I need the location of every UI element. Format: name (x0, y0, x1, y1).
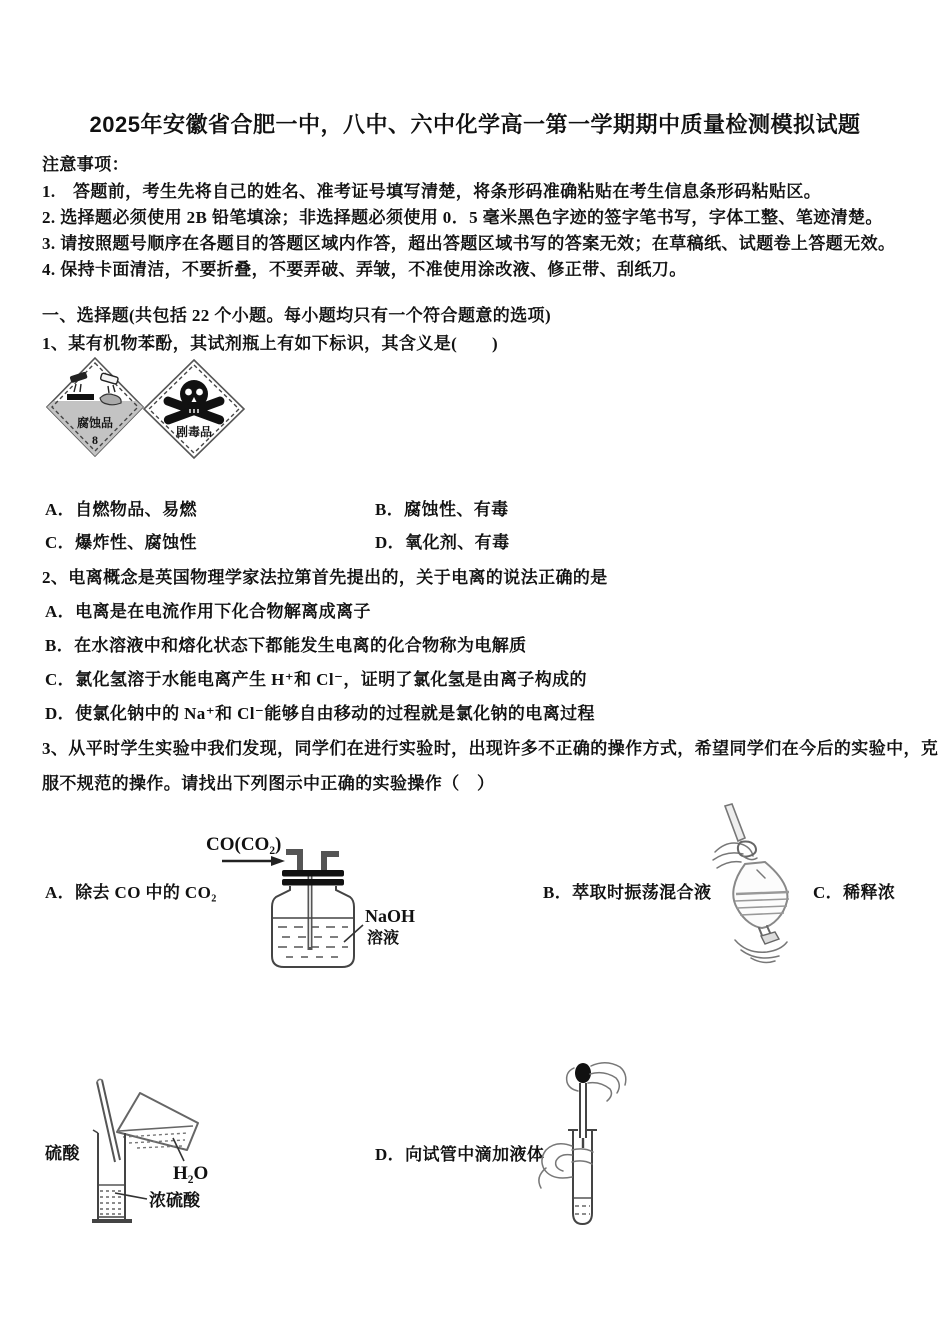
q2-option-c: C．氯化氢溶于水能电离产生 H⁺和 Cl⁻，证明了氯化氢是由离子构成的 (45, 670, 587, 689)
corrosive-class-number: 8 (92, 433, 98, 447)
q3-option-d: D．向试管中滴加液体 (375, 1145, 545, 1164)
notice-item-1: 1. 答题前，考生先将自己的姓名、准考证号填写清楚，将条形码准确粘贴在考生信息条形码粘贴区。 (42, 182, 822, 201)
naoh-label: NaOH (365, 906, 416, 926)
q3-option-c-line2: 硫酸 (45, 1144, 80, 1163)
toxic-hazard-icon (142, 358, 246, 460)
q1-option-d: D．氧化剂、有毒 (375, 533, 510, 552)
notice-item-4: 4. 保持卡面清洁，不要折叠，不要弄破、弄皱，不准使用涂改液、修正带、刮纸刀。 (42, 260, 687, 279)
q3-option-a: A．除去 CO 中的 CO₂ (45, 883, 217, 902)
notice-item-2: 2. 选择题必须使用 2B 铅笔填涂；非选择题必须使用 0．5 毫米黑色字迹的签字笔书写，字体工整、笔迹清楚。 (42, 208, 883, 227)
gas-inlet-label: CO(CO₂) (206, 834, 282, 855)
dropper-test-tube-figure (528, 1058, 643, 1233)
acid-dilution-figure (85, 1066, 260, 1231)
conc-acid-label: 浓硫酸 (149, 1191, 200, 1210)
q1-option-a: A．自燃物品、易燃 (45, 500, 197, 519)
water-label: H₂O (173, 1163, 209, 1184)
toxic-label-text: 剧毒品 (175, 425, 213, 439)
notice-item-3: 3. 请按照题号顺序在各题目的答题区域内作答，超出答题区域书写的答案无效；在草稿纸、试题卷上答题无效。 (42, 234, 896, 253)
q1-option-c: C．爆炸性、腐蚀性 (45, 533, 197, 552)
solution-label: 溶液 (367, 930, 400, 947)
q2-option-d: D．使氯化钠中的 Na⁺和 Cl⁻能够自由移动的过程就是氯化钠的电离过程 (45, 704, 595, 723)
q2-stem: 2、电离概念是英国物理学家法拉第首先提出的，关于电离的说法正确的是 (42, 568, 608, 587)
q3-option-c-line1: C．稀释浓 (813, 883, 896, 902)
notice-heading: 注意事项： (42, 155, 129, 174)
gas-washing-bottle-figure (198, 826, 423, 976)
corrosive-label-text: 腐蚀品 (76, 416, 114, 430)
q3-option-b: B．萃取时振荡混合液 (543, 883, 712, 902)
q2-option-a: A．电离是在电流作用下化合物解离成离子 (45, 602, 371, 621)
page-title: 2025年安徽省合肥一中，八中、六中化学高一第一学期期中质量检测模拟试题 (89, 112, 861, 137)
q3-stem-line2: 服不规范的操作。请找出下列图示中正确的实验操作（ ） (42, 774, 495, 793)
section-one-heading: 一、选择题(共包括 22 个小题。每小题均只有一个符合题意的选项) (42, 306, 552, 325)
flow-arrow-icon (222, 856, 285, 866)
corrosive-hazard-icon (45, 356, 145, 458)
q1-stem: 1、某有机物苯酚，其试剂瓶上有如下标识，其含义是( ) (42, 334, 499, 353)
separating-funnel-figure (705, 800, 805, 965)
q3-stem-line1: 3、从平时学生实验中我们发现，同学们在进行实验时，出现许多不正确的操作方式，希望同学们在今后的实验中，克 (42, 739, 939, 758)
q1-option-b: B．腐蚀性、有毒 (375, 500, 509, 519)
q2-option-b: B．在水溶液中和熔化状态下都能发生电离的化合物称为电解质 (45, 636, 527, 655)
